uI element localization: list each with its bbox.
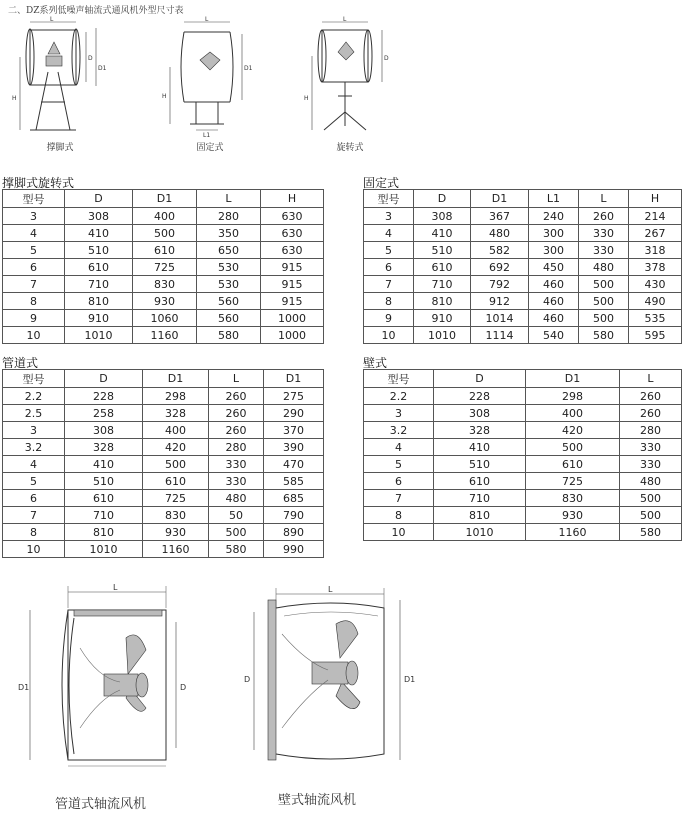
table-cell: 500 (526, 439, 620, 456)
table-cell: 8 (364, 293, 414, 310)
table-cell: 430 (629, 276, 682, 293)
table-cell: 260 (209, 405, 264, 422)
table-cell: 308 (414, 208, 471, 225)
table-cell: 610 (434, 473, 526, 490)
table-cell: 460 (529, 293, 579, 310)
header-D: D (65, 370, 143, 388)
table-row (364, 507, 682, 524)
header-L: L (579, 190, 629, 208)
fixed-table-title: 固定式 (363, 176, 400, 190)
table-row (364, 456, 682, 473)
table-row (364, 293, 682, 310)
table-cell: 3 (3, 422, 65, 439)
table-cell: 510 (65, 473, 143, 490)
table-cell: 710 (65, 276, 133, 293)
table-cell: 1014 (471, 310, 529, 327)
table-cell: 330 (209, 456, 264, 473)
table-row (364, 439, 682, 456)
header-model: 型号 (3, 190, 65, 208)
table-cell: 9 (3, 310, 65, 327)
wall-fan-impeller (282, 621, 360, 728)
table-cell: 500 (620, 490, 682, 507)
table-row (364, 242, 682, 259)
table-cell: 930 (526, 507, 620, 524)
table-row (3, 524, 324, 541)
table-cell: 580 (197, 327, 261, 344)
rotary-fan-body (318, 30, 372, 82)
table-cell: 792 (471, 276, 529, 293)
duct-table-title: 管道式 (2, 356, 39, 370)
table-row (364, 405, 682, 422)
duct-table (2, 369, 324, 558)
table-cell: 258 (65, 405, 143, 422)
table-cell: 610 (143, 473, 209, 490)
table-cell: 510 (65, 242, 133, 259)
table-cell: 298 (526, 388, 620, 405)
duct-fan-caption: 管道式轴流风机 (55, 797, 147, 812)
duct-fan-drawing (8, 578, 218, 778)
table-cell: 4 (3, 225, 65, 242)
stand-fan-caption: 撑脚式 (46, 143, 74, 153)
table-row (3, 541, 324, 558)
table-cell: 8 (364, 507, 434, 524)
table-cell: 480 (579, 259, 629, 276)
table-cell: 725 (133, 259, 197, 276)
table-cell: 890 (264, 524, 324, 541)
table-cell: 912 (471, 293, 529, 310)
table-cell: 610 (65, 490, 143, 507)
table-cell: 3 (364, 208, 414, 225)
table-header-row (3, 370, 324, 388)
table-row (364, 473, 682, 490)
table-cell: 1060 (133, 310, 197, 327)
table-cell: 10 (3, 327, 65, 344)
fixed-dim-D1: D1 (244, 65, 253, 72)
rotary-dim-L: L (343, 16, 347, 23)
table-cell: 500 (579, 293, 629, 310)
wall-fan-drawing (236, 578, 436, 778)
table-cell: 710 (434, 490, 526, 507)
table-cell: 3.2 (3, 439, 65, 456)
header-D: D (414, 190, 471, 208)
wall-dim-D1: D1 (404, 675, 416, 684)
table-row (3, 439, 324, 456)
table-cell: 725 (143, 490, 209, 507)
header-L: L (209, 370, 264, 388)
table-cell: 260 (209, 422, 264, 439)
table-header-row (364, 370, 682, 388)
fixed-fan-body (181, 32, 233, 102)
table-cell: 585 (264, 473, 324, 490)
table-cell: 260 (620, 388, 682, 405)
header-H: H (629, 190, 682, 208)
table-row (3, 422, 324, 439)
table-cell: 630 (261, 242, 324, 259)
table-cell: 328 (65, 439, 143, 456)
table-cell: 400 (143, 422, 209, 439)
table-cell: 280 (209, 439, 264, 456)
duct-dim-L: L (113, 583, 118, 592)
table-header-row (364, 190, 682, 208)
table-cell: 308 (65, 422, 143, 439)
header-D1: D1 (526, 370, 620, 388)
rotary-dim-H: H (304, 95, 309, 102)
table-row (364, 524, 682, 541)
fixed-fan-caption: 固定式 (196, 143, 224, 153)
header-model: 型号 (364, 190, 414, 208)
fixed-dim-L1: L1 (203, 132, 211, 137)
table-cell: 830 (143, 507, 209, 524)
table-row (364, 310, 682, 327)
header-H: H (261, 190, 324, 208)
table-cell: 308 (65, 208, 133, 225)
table-cell: 1010 (434, 524, 526, 541)
wall-table-title: 壁式 (363, 356, 388, 370)
table-cell: 510 (434, 456, 526, 473)
table-cell: 330 (620, 439, 682, 456)
table-cell: 6 (364, 259, 414, 276)
wall-dim-D: D (244, 675, 251, 684)
table-cell: 3 (3, 208, 65, 225)
table-cell: 930 (143, 524, 209, 541)
table-cell: 300 (529, 225, 579, 242)
table-cell: 610 (133, 242, 197, 259)
table-cell: 460 (529, 276, 579, 293)
table-cell: 685 (264, 490, 324, 507)
table-cell: 1160 (526, 524, 620, 541)
table-row (364, 388, 682, 405)
rotary-fan-caption: 旋转式 (336, 143, 364, 153)
stand-fan-legs (30, 72, 76, 130)
table-cell: 308 (434, 405, 526, 422)
header-D1: D1 (471, 190, 529, 208)
table-cell: 810 (65, 293, 133, 310)
table-cell: 500 (579, 310, 629, 327)
table-cell: 580 (209, 541, 264, 558)
header-model: 型号 (364, 370, 434, 388)
table-cell: 580 (579, 327, 629, 344)
table-cell: 260 (579, 208, 629, 225)
table-row (3, 388, 324, 405)
table-row (364, 422, 682, 439)
table-row (3, 276, 324, 293)
table-cell: 1010 (414, 327, 471, 344)
fixed-dim-L: L (205, 16, 209, 23)
table-cell: 1000 (261, 327, 324, 344)
table-cell: 5 (3, 242, 65, 259)
table-cell: 420 (526, 422, 620, 439)
table-cell: 290 (264, 405, 324, 422)
table-cell: 480 (620, 473, 682, 490)
table-row (3, 473, 324, 490)
fixed-fan-drawing (160, 12, 260, 137)
table-row (3, 225, 324, 242)
fixed-dim-H: H (162, 93, 167, 100)
table-header-row (3, 190, 324, 208)
header-D: D (65, 190, 133, 208)
table-cell: 7 (364, 276, 414, 293)
table-row (364, 276, 682, 293)
table-cell: 367 (471, 208, 529, 225)
rotary-fan-stand (324, 82, 366, 130)
table-row (364, 208, 682, 225)
table-cell: 560 (197, 310, 261, 327)
table-cell: 330 (209, 473, 264, 490)
table-cell: 260 (620, 405, 682, 422)
table-cell: 410 (65, 225, 133, 242)
header-L: L (197, 190, 261, 208)
table-cell: 5 (3, 473, 65, 490)
stand-dim-D: D (88, 55, 93, 62)
wall-table (363, 369, 682, 541)
page-heading: 二、DZ系列低噪声轴流式通风机外型尺寸表 (8, 6, 184, 16)
table-cell: 630 (261, 225, 324, 242)
table-cell: 3 (364, 405, 434, 422)
table-cell: 710 (414, 276, 471, 293)
wall-fan-caption: 壁式轴流风机 (278, 793, 357, 808)
table-cell: 228 (65, 388, 143, 405)
table-cell: 460 (529, 310, 579, 327)
table-cell: 830 (133, 276, 197, 293)
table-cell: 500 (133, 225, 197, 242)
header-D1: D1 (143, 370, 209, 388)
table-cell: 8 (3, 293, 65, 310)
table-cell: 50 (209, 507, 264, 524)
table-row (3, 293, 324, 310)
table-cell: 7 (3, 507, 65, 524)
table-cell: 710 (65, 507, 143, 524)
table-cell: 6 (364, 473, 434, 490)
table-cell: 790 (264, 507, 324, 524)
table-cell: 370 (264, 422, 324, 439)
table-cell: 560 (197, 293, 261, 310)
table-cell: 930 (133, 293, 197, 310)
table-cell: 692 (471, 259, 529, 276)
table-cell: 3.2 (364, 422, 434, 439)
table-cell: 915 (261, 259, 324, 276)
stand-fan-drawing (8, 12, 108, 137)
stand-dim-H: H (12, 95, 17, 102)
table-cell: 328 (143, 405, 209, 422)
table-cell: 810 (434, 507, 526, 524)
table-cell: 5 (364, 456, 434, 473)
table-cell: 500 (579, 276, 629, 293)
table-cell: 4 (364, 225, 414, 242)
wall-dim-L: L (328, 585, 333, 594)
table-cell: 500 (620, 507, 682, 524)
table-cell: 510 (414, 242, 471, 259)
table-cell: 390 (264, 439, 324, 456)
stand-dim-D1: D1 (98, 65, 107, 72)
table-cell: 260 (209, 388, 264, 405)
table-cell: 500 (209, 524, 264, 541)
table-cell: 267 (629, 225, 682, 242)
table-cell: 810 (414, 293, 471, 310)
table-cell: 10 (364, 327, 414, 344)
table-cell: 280 (620, 422, 682, 439)
table-cell: 240 (529, 208, 579, 225)
table-cell: 280 (197, 208, 261, 225)
duct-dim-D1: D1 (18, 683, 30, 692)
stand-rotary-table-title: 撑脚式旋转式 (2, 176, 75, 190)
table-cell: 1160 (143, 541, 209, 558)
table-cell: 300 (529, 242, 579, 259)
table-cell: 1010 (65, 327, 133, 344)
table-cell: 530 (197, 259, 261, 276)
duct-dim-D: D (180, 683, 187, 692)
table-cell: 830 (526, 490, 620, 507)
stand-rotary-table (2, 189, 324, 344)
table-row (364, 225, 682, 242)
table-cell: 214 (629, 208, 682, 225)
table-cell: 480 (209, 490, 264, 507)
table-cell: 7 (3, 276, 65, 293)
table-cell: 595 (629, 327, 682, 344)
table-cell: 6 (3, 490, 65, 507)
table-cell: 228 (434, 388, 526, 405)
table-cell: 540 (529, 327, 579, 344)
table-cell: 910 (414, 310, 471, 327)
table-row (3, 242, 324, 259)
table-cell: 1160 (133, 327, 197, 344)
table-cell: 1000 (261, 310, 324, 327)
stand-dim-L: L (50, 16, 54, 23)
rotary-dim-D: D (384, 55, 389, 62)
table-cell: 6 (3, 259, 65, 276)
table-cell: 1010 (65, 541, 143, 558)
header-L: L (620, 370, 682, 388)
table-cell: 298 (143, 388, 209, 405)
header-D: D (434, 370, 526, 388)
table-row (3, 507, 324, 524)
table-row (3, 327, 324, 344)
fixed-fan-base (190, 102, 224, 124)
table-cell: 610 (414, 259, 471, 276)
table-cell: 420 (143, 439, 209, 456)
table-cell: 582 (471, 242, 529, 259)
table-cell: 10 (3, 541, 65, 558)
table-cell: 535 (629, 310, 682, 327)
table-cell: 275 (264, 388, 324, 405)
table-cell: 410 (434, 439, 526, 456)
table-row (364, 259, 682, 276)
header-D1: D1 (133, 190, 197, 208)
table-cell: 990 (264, 541, 324, 558)
table-row (3, 405, 324, 422)
table-cell: 2.2 (3, 388, 65, 405)
table-cell: 490 (629, 293, 682, 310)
table-cell: 2.5 (3, 405, 65, 422)
table-cell: 410 (414, 225, 471, 242)
rotary-fan-drawing (300, 12, 400, 137)
header-D1-second: D1 (264, 370, 324, 388)
table-cell: 915 (261, 276, 324, 293)
table-cell: 330 (579, 225, 629, 242)
table-row (3, 259, 324, 276)
table-row (3, 456, 324, 473)
table-cell: 330 (620, 456, 682, 473)
table-row (364, 327, 682, 344)
table-cell: 378 (629, 259, 682, 276)
table-cell: 318 (629, 242, 682, 259)
table-cell: 4 (364, 439, 434, 456)
table-cell: 5 (364, 242, 414, 259)
table-cell: 810 (65, 524, 143, 541)
fixed-table (363, 189, 682, 344)
table-cell: 470 (264, 456, 324, 473)
table-cell: 530 (197, 276, 261, 293)
table-cell: 650 (197, 242, 261, 259)
header-model: 型号 (3, 370, 65, 388)
table-cell: 350 (197, 225, 261, 242)
stand-fan-body (26, 29, 80, 85)
duct-fan-impeller (80, 635, 148, 728)
table-cell: 450 (529, 259, 579, 276)
table-cell: 4 (3, 456, 65, 473)
table-cell: 910 (65, 310, 133, 327)
table-cell: 400 (526, 405, 620, 422)
table-cell: 9 (364, 310, 414, 327)
table-cell: 400 (133, 208, 197, 225)
header-L1: L1 (529, 190, 579, 208)
table-row (364, 490, 682, 507)
table-cell: 328 (434, 422, 526, 439)
table-row (3, 310, 324, 327)
table-row (3, 208, 324, 225)
table-cell: 7 (364, 490, 434, 507)
table-cell: 630 (261, 208, 324, 225)
table-cell: 1114 (471, 327, 529, 344)
table-cell: 610 (65, 259, 133, 276)
table-cell: 915 (261, 293, 324, 310)
table-cell: 610 (526, 456, 620, 473)
table-cell: 500 (143, 456, 209, 473)
table-cell: 8 (3, 524, 65, 541)
table-cell: 10 (364, 524, 434, 541)
table-cell: 2.2 (364, 388, 434, 405)
table-cell: 330 (579, 242, 629, 259)
table-cell: 725 (526, 473, 620, 490)
table-cell: 410 (65, 456, 143, 473)
table-row (3, 490, 324, 507)
table-cell: 580 (620, 524, 682, 541)
table-cell: 480 (471, 225, 529, 242)
